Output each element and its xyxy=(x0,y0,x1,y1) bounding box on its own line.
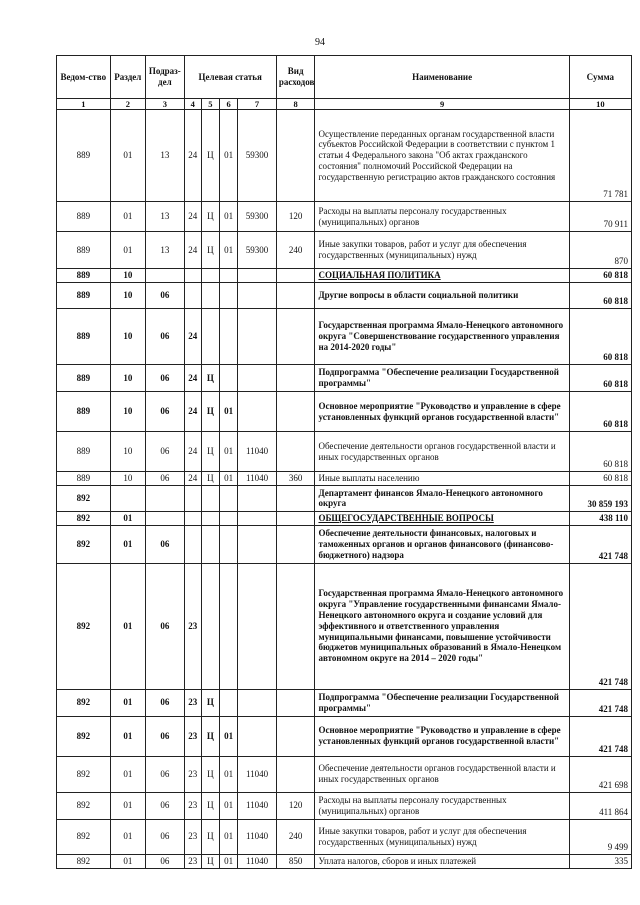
cell-celevaya-3: 01 xyxy=(220,232,238,269)
cell-naimenovanie: Основное мероприятие "Руководство и управление в сфере установленных функций органов государственной власти" xyxy=(315,716,569,756)
cell-celevaya-4 xyxy=(238,269,277,283)
cell-celevaya-2 xyxy=(201,563,219,689)
cell-celevaya-3: 01 xyxy=(220,432,238,472)
cell-celevaya-2: Ц xyxy=(201,232,219,269)
cell-razdel: 01 xyxy=(110,232,145,269)
cell-razdel: 01 xyxy=(110,202,145,232)
cell-celevaya-2 xyxy=(201,485,219,511)
cell-razdel xyxy=(110,485,145,511)
cell-celevaya-2: Ц xyxy=(201,819,219,854)
cell-vid-rashodov xyxy=(276,392,315,432)
cell-celevaya-4 xyxy=(238,525,277,563)
cell-celevaya-3 xyxy=(220,485,238,511)
cell-celevaya-2 xyxy=(201,269,219,283)
cell-naimenovanie: СОЦИАЛЬНАЯ ПОЛИТИКА xyxy=(315,269,569,283)
cell-razdel: 10 xyxy=(110,269,145,283)
cell-vedomstvo: 892 xyxy=(57,511,111,525)
cell-podrazdel: 06 xyxy=(146,365,185,392)
cell-naimenovanie: Расходы на выплаты персоналу государственных (муниципальных) органов xyxy=(315,792,569,819)
cell-razdel: 01 xyxy=(110,756,145,792)
cell-vedomstvo: 889 xyxy=(57,472,111,486)
cell-celevaya-4: 11040 xyxy=(238,854,277,868)
cell-summa: 71 781 xyxy=(569,110,631,202)
cell-celevaya-4: 59300 xyxy=(238,232,277,269)
cell-celevaya-1: 24 xyxy=(184,110,201,202)
cell-celevaya-2: Ц xyxy=(201,432,219,472)
table-row xyxy=(57,309,632,365)
header-naimenovanie: Наименование xyxy=(315,56,569,99)
table-row xyxy=(57,854,632,868)
budget-table xyxy=(56,55,632,869)
cell-vedomstvo: 892 xyxy=(57,756,111,792)
header-celevaya-statya: Целевая статья xyxy=(184,56,276,99)
column-number: 8 xyxy=(276,99,315,110)
cell-vid-rashodov xyxy=(276,309,315,365)
table-row xyxy=(57,283,632,309)
cell-celevaya-4: 11040 xyxy=(238,756,277,792)
cell-celevaya-3: 01 xyxy=(220,854,238,868)
cell-vid-rashodov: 120 xyxy=(276,792,315,819)
cell-celevaya-3: 01 xyxy=(220,392,238,432)
cell-vid-rashodov: 240 xyxy=(276,819,315,854)
cell-celevaya-2: Ц xyxy=(201,365,219,392)
cell-vedomstvo: 889 xyxy=(57,283,111,309)
cell-celevaya-3 xyxy=(220,563,238,689)
table-row xyxy=(57,485,632,511)
cell-vid-rashodov: 360 xyxy=(276,472,315,486)
cell-celevaya-3 xyxy=(220,269,238,283)
cell-summa: 421 748 xyxy=(569,563,631,689)
cell-celevaya-1: 23 xyxy=(184,689,201,716)
column-number: 4 xyxy=(184,99,201,110)
cell-razdel: 10 xyxy=(110,309,145,365)
cell-summa: 9 499 xyxy=(569,819,631,854)
cell-vid-rashodov: 240 xyxy=(276,232,315,269)
cell-celevaya-2: Ц xyxy=(201,202,219,232)
cell-naimenovanie: Другие вопросы в области социальной политики xyxy=(315,283,569,309)
cell-vid-rashodov xyxy=(276,283,315,309)
cell-celevaya-1 xyxy=(184,525,201,563)
cell-summa: 60 818 xyxy=(569,392,631,432)
cell-podrazdel: 06 xyxy=(146,689,185,716)
cell-summa: 421 748 xyxy=(569,716,631,756)
cell-vedomstvo: 892 xyxy=(57,792,111,819)
cell-vid-rashodov xyxy=(276,756,315,792)
cell-celevaya-3: 01 xyxy=(220,819,238,854)
cell-celevaya-1: 24 xyxy=(184,472,201,486)
cell-celevaya-1: 23 xyxy=(184,716,201,756)
header-vedomstvo: Ведом-ство xyxy=(57,56,111,99)
cell-celevaya-1 xyxy=(184,511,201,525)
cell-naimenovanie: Основное мероприятие "Руководство и управление в сфере установленных функций органов государственной власти" xyxy=(315,392,569,432)
cell-razdel: 01 xyxy=(110,689,145,716)
cell-razdel: 10 xyxy=(110,392,145,432)
cell-celevaya-1: 23 xyxy=(184,854,201,868)
table-row xyxy=(57,511,632,525)
cell-razdel: 01 xyxy=(110,511,145,525)
cell-naimenovanie: Государственная программа Ямало-Ненецкого автономного округа "Управление государственными финансами Ямало-Ненецкого автономного округа и создание условий для эффективного и ответственного управления муниципальными финансами, повышение устойчивости бюджетов муниципальных образований в Ямало-Ненецком автономном округе на 2014 – 2020 годы" xyxy=(315,563,569,689)
cell-summa: 438 110 xyxy=(569,511,631,525)
cell-celevaya-1: 23 xyxy=(184,792,201,819)
header-summa: Сумма xyxy=(569,56,631,99)
cell-razdel: 10 xyxy=(110,365,145,392)
cell-vid-rashodov xyxy=(276,432,315,472)
cell-podrazdel: 06 xyxy=(146,283,185,309)
cell-summa: 60 818 xyxy=(569,309,631,365)
cell-naimenovanie: ОБЩЕГОСУДАРСТВЕННЫЕ ВОПРОСЫ xyxy=(315,511,569,525)
cell-vid-rashodov xyxy=(276,563,315,689)
table-row xyxy=(57,232,632,269)
cell-podrazdel: 06 xyxy=(146,525,185,563)
cell-vid-rashodov xyxy=(276,525,315,563)
cell-vedomstvo: 889 xyxy=(57,269,111,283)
cell-naimenovanie: Обеспечение деятельности органов государственной власти и иных государственных органов xyxy=(315,756,569,792)
cell-summa: 60 818 xyxy=(569,283,631,309)
cell-summa: 421 698 xyxy=(569,756,631,792)
cell-razdel: 01 xyxy=(110,110,145,202)
column-number-row xyxy=(57,99,632,110)
cell-celevaya-2: Ц xyxy=(201,689,219,716)
cell-celevaya-3 xyxy=(220,511,238,525)
cell-naimenovanie: Обеспечение деятельности органов государственной власти и иных государственных органов xyxy=(315,432,569,472)
header-vid-rashodov: Вид расходов xyxy=(276,56,315,99)
cell-podrazdel xyxy=(146,511,185,525)
cell-celevaya-1: 23 xyxy=(184,819,201,854)
table-row xyxy=(57,716,632,756)
cell-naimenovanie: Иные закупки товаров, работ и услуг для обеспечения государственных (муниципальных) нужд xyxy=(315,819,569,854)
cell-summa: 421 748 xyxy=(569,525,631,563)
cell-vid-rashodov xyxy=(276,716,315,756)
table-body xyxy=(57,110,632,868)
cell-celevaya-3: 01 xyxy=(220,792,238,819)
header-razdel: Раздел xyxy=(110,56,145,99)
table-row xyxy=(57,525,632,563)
cell-celevaya-2: Ц xyxy=(201,792,219,819)
cell-podrazdel: 06 xyxy=(146,472,185,486)
cell-razdel: 01 xyxy=(110,563,145,689)
column-number: 3 xyxy=(146,99,185,110)
cell-naimenovanie: Обеспечение деятельности финансовых, налоговых и таможенных органов и органов финансового (финансово-бюджетного) надзора xyxy=(315,525,569,563)
cell-podrazdel: 13 xyxy=(146,202,185,232)
cell-celevaya-4 xyxy=(238,283,277,309)
cell-celevaya-1: 23 xyxy=(184,756,201,792)
cell-celevaya-1: 24 xyxy=(184,202,201,232)
cell-celevaya-3: 01 xyxy=(220,472,238,486)
table-row xyxy=(57,563,632,689)
cell-summa: 60 818 xyxy=(569,365,631,392)
cell-razdel: 01 xyxy=(110,525,145,563)
cell-vid-rashodov xyxy=(276,110,315,202)
cell-celevaya-4 xyxy=(238,485,277,511)
cell-celevaya-1: 24 xyxy=(184,365,201,392)
header-podrazdel: Подраз-дел xyxy=(146,56,185,99)
cell-celevaya-2: Ц xyxy=(201,756,219,792)
cell-celevaya-2 xyxy=(201,525,219,563)
page-number: 94 xyxy=(315,37,325,48)
cell-summa: 870 xyxy=(569,232,631,269)
column-number: 2 xyxy=(110,99,145,110)
cell-celevaya-2 xyxy=(201,511,219,525)
cell-naimenovanie: Подпрограмма "Обеспечение реализации Государственной программы" xyxy=(315,689,569,716)
cell-vid-rashodov xyxy=(276,485,315,511)
cell-podrazdel xyxy=(146,485,185,511)
cell-podrazdel: 06 xyxy=(146,756,185,792)
cell-celevaya-1: 24 xyxy=(184,392,201,432)
cell-vedomstvo: 889 xyxy=(57,432,111,472)
cell-celevaya-4: 11040 xyxy=(238,792,277,819)
cell-podrazdel: 06 xyxy=(146,854,185,868)
table-row xyxy=(57,689,632,716)
cell-celevaya-1 xyxy=(184,485,201,511)
table-row xyxy=(57,110,632,202)
cell-vedomstvo: 892 xyxy=(57,485,111,511)
cell-summa: 60 818 xyxy=(569,269,631,283)
cell-razdel: 01 xyxy=(110,716,145,756)
cell-vedomstvo: 892 xyxy=(57,716,111,756)
column-number: 6 xyxy=(220,99,238,110)
cell-summa: 335 xyxy=(569,854,631,868)
cell-celevaya-4: 11040 xyxy=(238,819,277,854)
cell-vedomstvo: 889 xyxy=(57,202,111,232)
cell-celevaya-1: 24 xyxy=(184,432,201,472)
cell-celevaya-2: Ц xyxy=(201,110,219,202)
column-number: 7 xyxy=(238,99,277,110)
cell-celevaya-4: 59300 xyxy=(238,110,277,202)
cell-razdel: 10 xyxy=(110,283,145,309)
cell-vid-rashodov xyxy=(276,365,315,392)
cell-razdel: 10 xyxy=(110,432,145,472)
cell-razdel: 01 xyxy=(110,792,145,819)
cell-celevaya-1 xyxy=(184,269,201,283)
cell-celevaya-2 xyxy=(201,283,219,309)
cell-summa: 421 748 xyxy=(569,689,631,716)
cell-summa: 70 911 xyxy=(569,202,631,232)
cell-vedomstvo: 889 xyxy=(57,392,111,432)
cell-celevaya-4: 11040 xyxy=(238,432,277,472)
cell-celevaya-2: Ц xyxy=(201,716,219,756)
cell-vedomstvo: 892 xyxy=(57,689,111,716)
cell-celevaya-1 xyxy=(184,283,201,309)
table-row xyxy=(57,472,632,486)
table-row xyxy=(57,202,632,232)
cell-naimenovanie: Расходы на выплаты персоналу государственных (муниципальных) органов xyxy=(315,202,569,232)
header-row xyxy=(57,56,632,99)
cell-celevaya-2: Ц xyxy=(201,854,219,868)
cell-vedomstvo: 889 xyxy=(57,309,111,365)
cell-summa: 411 864 xyxy=(569,792,631,819)
cell-celevaya-3: 01 xyxy=(220,716,238,756)
column-number: 5 xyxy=(201,99,219,110)
cell-naimenovanie: Осуществление переданных органам государственной власти субъектов Российской Федерации в соответствии с пунктом 1 статьи 4 Федерального закона "Об актах гражданского состояния" полномочий Российской Федерации на государственную регистрацию актов гражданского состояния xyxy=(315,110,569,202)
cell-naimenovanie: Департамент финансов Ямало-Ненецкого автономного округа xyxy=(315,485,569,511)
cell-celevaya-4: 59300 xyxy=(238,202,277,232)
cell-podrazdel: 13 xyxy=(146,110,185,202)
cell-celevaya-3 xyxy=(220,283,238,309)
cell-naimenovanie: Подпрограмма "Обеспечение реализации Государственной программы" xyxy=(315,365,569,392)
cell-celevaya-4: 11040 xyxy=(238,472,277,486)
table-row xyxy=(57,365,632,392)
cell-podrazdel: 06 xyxy=(146,716,185,756)
cell-celevaya-1: 24 xyxy=(184,309,201,365)
cell-vid-rashodov xyxy=(276,511,315,525)
cell-podrazdel: 06 xyxy=(146,563,185,689)
cell-vedomstvo: 889 xyxy=(57,232,111,269)
cell-podrazdel: 06 xyxy=(146,392,185,432)
cell-vid-rashodov xyxy=(276,269,315,283)
table-row xyxy=(57,392,632,432)
cell-podrazdel: 13 xyxy=(146,232,185,269)
column-number: 10 xyxy=(569,99,631,110)
cell-celevaya-3: 01 xyxy=(220,202,238,232)
cell-vedomstvo: 892 xyxy=(57,854,111,868)
cell-celevaya-4 xyxy=(238,563,277,689)
cell-naimenovanie: Уплата налогов, сборов и иных платежей xyxy=(315,854,569,868)
table-row xyxy=(57,792,632,819)
column-number: 1 xyxy=(57,99,111,110)
cell-naimenovanie: Иные закупки товаров, работ и услуг для обеспечения государственных (муниципальных) нужд xyxy=(315,232,569,269)
table-row xyxy=(57,756,632,792)
cell-celevaya-4 xyxy=(238,689,277,716)
cell-razdel: 10 xyxy=(110,472,145,486)
cell-vid-rashodov xyxy=(276,689,315,716)
table-row xyxy=(57,432,632,472)
cell-vedomstvo: 892 xyxy=(57,525,111,563)
cell-celevaya-3 xyxy=(220,365,238,392)
cell-vedomstvo: 892 xyxy=(57,563,111,689)
cell-celevaya-3: 01 xyxy=(220,110,238,202)
cell-summa: 30 859 193 xyxy=(569,485,631,511)
cell-vedomstvo: 889 xyxy=(57,365,111,392)
cell-podrazdel: 06 xyxy=(146,309,185,365)
cell-vid-rashodov: 850 xyxy=(276,854,315,868)
cell-celevaya-3 xyxy=(220,689,238,716)
cell-naimenovanie: Иные выплаты населению xyxy=(315,472,569,486)
cell-celevaya-2 xyxy=(201,309,219,365)
cell-vedomstvo: 889 xyxy=(57,110,111,202)
column-number: 9 xyxy=(315,99,569,110)
cell-vedomstvo: 892 xyxy=(57,819,111,854)
cell-celevaya-4 xyxy=(238,716,277,756)
cell-naimenovanie: Государственная программа Ямало-Ненецкого автономного округа "Совершенствование государственного управления на 2014-2020 годы" xyxy=(315,309,569,365)
cell-podrazdel: 06 xyxy=(146,819,185,854)
cell-celevaya-2: Ц xyxy=(201,392,219,432)
cell-celevaya-4 xyxy=(238,365,277,392)
table-row xyxy=(57,269,632,283)
cell-summa: 60 818 xyxy=(569,472,631,486)
cell-celevaya-3 xyxy=(220,525,238,563)
cell-summa: 60 818 xyxy=(569,432,631,472)
cell-celevaya-3 xyxy=(220,309,238,365)
cell-celevaya-1: 24 xyxy=(184,232,201,269)
cell-vid-rashodov: 120 xyxy=(276,202,315,232)
cell-razdel: 01 xyxy=(110,819,145,854)
cell-celevaya-2: Ц xyxy=(201,472,219,486)
cell-celevaya-4 xyxy=(238,392,277,432)
cell-razdel: 01 xyxy=(110,854,145,868)
table-row xyxy=(57,819,632,854)
cell-podrazdel xyxy=(146,269,185,283)
cell-celevaya-1: 23 xyxy=(184,563,201,689)
cell-celevaya-4 xyxy=(238,309,277,365)
cell-celevaya-4 xyxy=(238,511,277,525)
cell-celevaya-3: 01 xyxy=(220,756,238,792)
cell-podrazdel: 06 xyxy=(146,432,185,472)
cell-podrazdel: 06 xyxy=(146,792,185,819)
